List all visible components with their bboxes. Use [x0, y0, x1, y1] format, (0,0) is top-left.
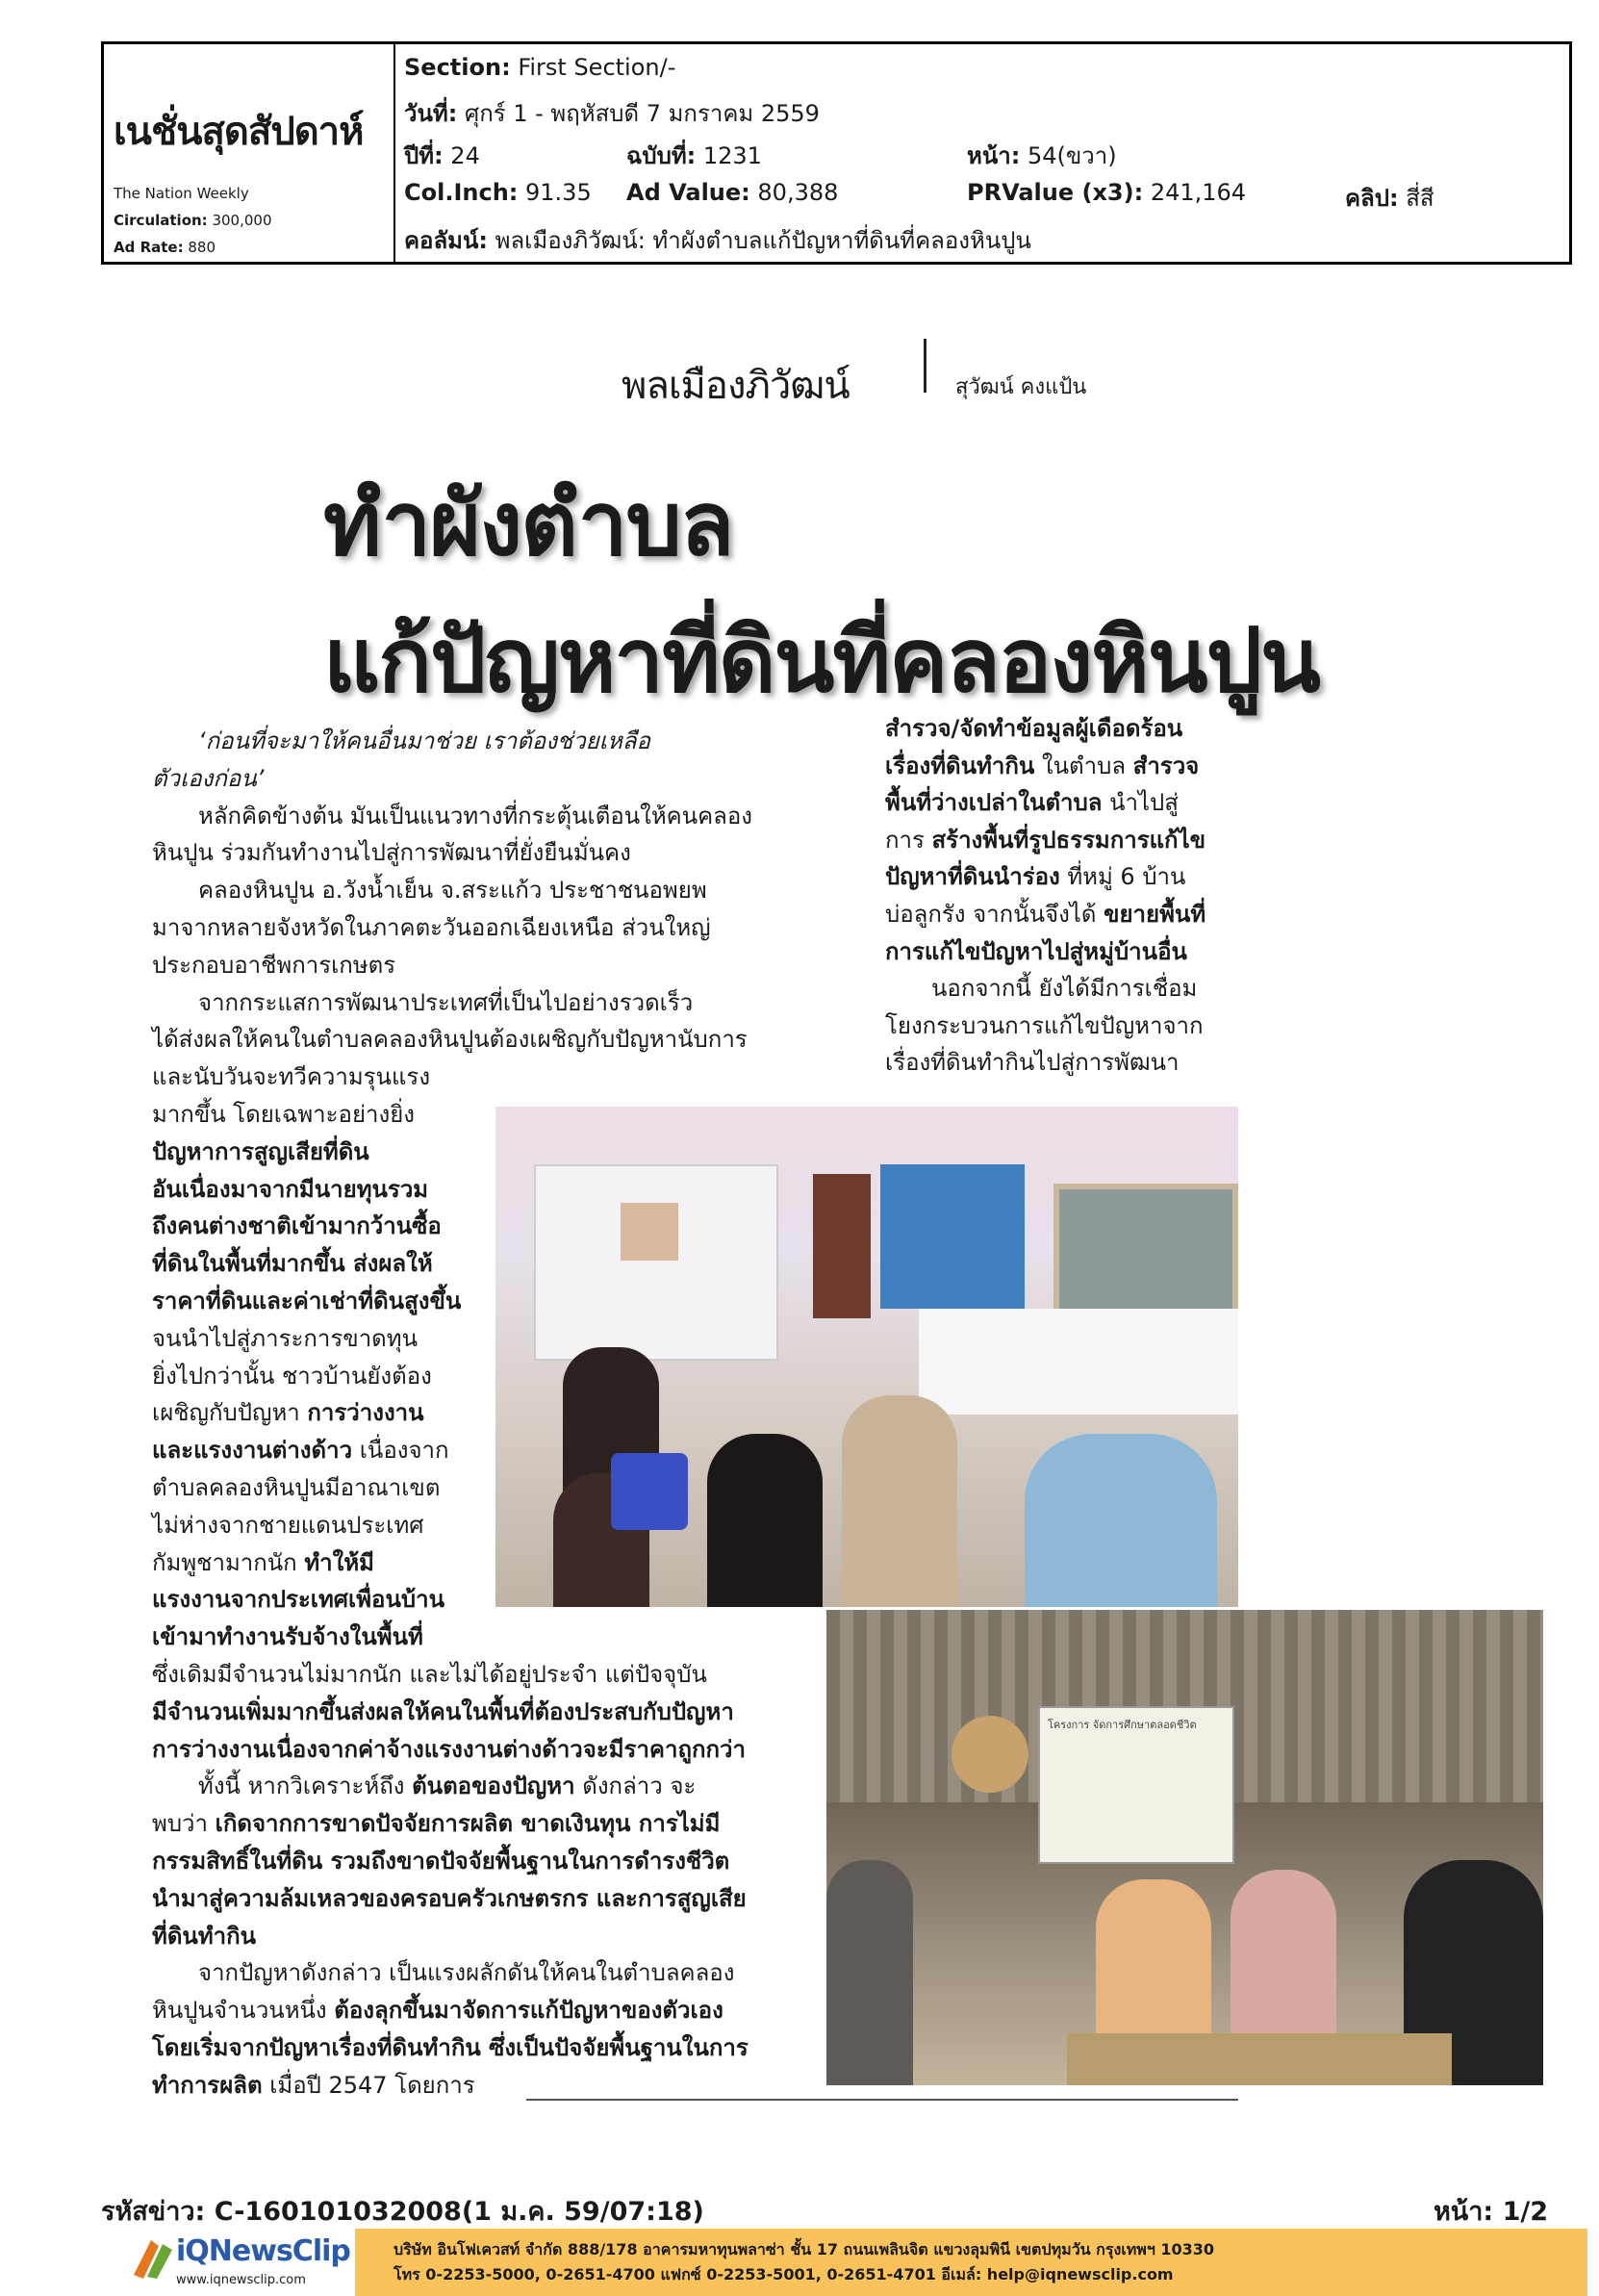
column-name: พลเมืองภิวัฒน์ [622, 364, 850, 408]
text: เมื่อปี 2547 โดยการ [262, 2071, 475, 2099]
footer-contact-bar [355, 2229, 1587, 2296]
bold-text: ทำให้มี [304, 1548, 374, 1576]
date-value: ศุกร์ 1 - พฤหัสบดี 7 มกราคม 2559 [464, 100, 820, 127]
text: จากปัญหาดังกล่าว เป็นแรงผลักดันให้คนในตำบลคลอง [198, 1959, 735, 1987]
text-line [198, 723, 650, 759]
bold-text: อันเนื่องมาจากมีนายทุนรวม [152, 1175, 429, 1203]
text-line [885, 896, 1206, 932]
person [1231, 1870, 1336, 2053]
text: กัมพูชามากนัก [152, 1548, 305, 1576]
page-value: 54(ขวา) [1027, 142, 1117, 169]
text: ไม่ห่างจากชายแดนประเทศ [152, 1511, 424, 1539]
bold-text: ต้องลุกขึ้นมาจัดการแก้ปัญหาของตัวเอง [334, 1997, 723, 2025]
col-inch-label: Col.Inch: [404, 179, 519, 206]
bold-text: การว่างงานเนื่องจากค่าจ้างแรงงานต่างด้าวจะมีราคาถูกกว่า [152, 1735, 746, 1763]
publication-name: เนชั่นสุดสัปดาห์ [114, 110, 364, 154]
section-label: Section: [404, 54, 511, 81]
projector-screen [534, 1164, 778, 1361]
circulation-label: Circulation: [114, 212, 208, 229]
photo-rule [526, 2099, 1238, 2101]
bold-text: เข้ามาทำงานรับจ้างในพื้นที่ [152, 1623, 423, 1651]
bold-text: กรรมสิทธิ์ในที่ดิน รวมถึงขาดปัจจัยพื้นฐานในการดำรงชีวิต [152, 1848, 730, 1875]
text-line [152, 1805, 720, 1842]
text: หินปูน ร่วมกันทำงานไปสู่การพัฒนาที่ยั่งยืนมั่นคง [152, 839, 631, 867]
bold-text: การว่างงาน [307, 1399, 424, 1427]
news-ref-value: C-160101032008(1 ม.ค. 59/07:18) [214, 2197, 704, 2227]
page-label: หน้า: [967, 142, 1021, 169]
text: ยิ่งไปกว่านั้น ชาวบ้านยังต้อง [152, 1362, 432, 1390]
bulletin-board [880, 1164, 1025, 1309]
bold-text: ขยายพื้นที่ [1104, 901, 1206, 928]
author: สุวัฒน์ คงแป้น [955, 375, 1087, 399]
text-line [152, 1992, 723, 2028]
text: เรื่องที่ดินทำกินไปสู่การพัฒนา [885, 1049, 1180, 1077]
year-label: ปีที่: [404, 142, 444, 169]
page-number-value: 1/2 [1502, 2197, 1549, 2227]
bold-text: ต้นตอของปัญหา [412, 1773, 575, 1800]
company-contact: โทร 0-2253-5000, 0-2651-4700 แฟกซ์ 0-2253-5001, 0-2651-4701 อีเมล์: help@iqnewsclip.com [393, 2265, 1174, 2283]
page-number [1434, 2190, 1548, 2232]
text-line [198, 798, 752, 834]
text-line [198, 872, 707, 908]
text-line [152, 947, 395, 983]
person [826, 1860, 913, 2085]
bold-text: เกิดจากการขาดปัจจัยการผลิต ขาดเงินทุน การไม่มี [215, 1810, 721, 1838]
text: ‘ก่อนที่จะมาให้คนอื่นมาช่วย เราต้องช่วยเหลือ [198, 727, 650, 754]
text: พบว่า [152, 1810, 216, 1838]
ad-rate-label: Ad Rate: [114, 239, 184, 256]
text-line [931, 970, 1197, 1007]
text: ในตำบล [1034, 752, 1133, 779]
text-line [885, 1008, 1204, 1044]
issue [626, 137, 762, 174]
text-line [152, 1544, 374, 1581]
bold-text: ที่ดินในพื้นที่มากขึ้น ส่งผลให้ [152, 1250, 433, 1278]
publication-en: The Nation Weekly [114, 185, 249, 202]
circulation-value: 300,000 [212, 212, 272, 229]
text-line [152, 1469, 440, 1506]
news-ref-label: รหัสข่าว: [101, 2197, 206, 2227]
logo-text: iQNewsClip [176, 2234, 350, 2268]
text: โยงกระบวนการแก้ไขปัญหาจาก [885, 1011, 1204, 1039]
issue-value: 1231 [702, 142, 762, 169]
text-line [152, 1843, 729, 1879]
bold-text: พื้นที่ว่างเปล่าในตำบล [885, 789, 1103, 817]
text: หินปูนจำนวนหนึ่ง [152, 1997, 335, 2025]
column-info [404, 221, 1031, 259]
bold-text: การแก้ไขปัญหาไปสู่หมู่บ้านอื่น [885, 937, 1187, 965]
text-line [885, 933, 1187, 970]
bold-text: โดยเริ่มจากปัญหาเรื่องที่ดินทำกิน ซึ่งเป็นปัจจัยพื้นฐานในการ [152, 2034, 749, 2061]
window [1053, 1184, 1238, 1320]
text: ประกอบอาชีพการเกษตร [152, 951, 396, 979]
text: เผชิญกับปัญหา [152, 1399, 308, 1427]
text: จนนำไปสู่ภาระการขาดทุน [152, 1324, 418, 1352]
mat [1067, 2033, 1452, 2085]
date [404, 94, 820, 132]
ad-value-label: Ad Value: [626, 179, 750, 206]
text: ได้ส่งผลให้คนในตำบลคลองหินปูนต้องเผชิญกับปัญหานับการ [152, 1026, 748, 1054]
text: ตัวเองก่อน’ [152, 764, 265, 792]
logo-mark-icon [130, 2236, 178, 2279]
headline-line-2: แก้ปัญหาที่ดินที่คลองหินปูน [323, 609, 1319, 712]
clip-label: คลิป: [1345, 185, 1399, 212]
text: ดังกล่าว จะ [574, 1773, 697, 1800]
pr-value-label: PRValue (x3): [967, 179, 1144, 206]
column-value: พลเมืองภิวัฒน์: ทำผังตำบลแก้ปัญหาที่ดินที่คลองหินปูน [495, 227, 1031, 254]
photo-village-gathering [826, 1610, 1543, 2085]
text-line [152, 1581, 444, 1618]
company-address: บริษัท อินโฟเควสท์ จำกัด 888/178 อาคารมหาทุนพลาซ่า ชั้น 17 ถนนเพลินจิต แขวงลุมพินี เขตปทุมวัน กรุงเทพฯ 10330 [393, 2240, 1215, 2258]
bold-text: เรื่องที่ดินทำกิน [885, 752, 1035, 779]
ad-value-value: 80,388 [757, 179, 839, 206]
bold-text: ที่ดินทำกิน [152, 1922, 257, 1950]
text-line [152, 1208, 442, 1244]
text-line [152, 1394, 424, 1431]
bold-text: มีจำนวนเพิ่มมากขึ้นส่งผลให้คนในพื้นที่ต้องประสบกับปัญหา [152, 1697, 734, 1725]
text: คลองหินปูน อ.วังน้ำเย็น จ.สระแก้ว ประชาชนอพยพ [198, 877, 707, 905]
text: มาจากหลายจังหวัดในภาคตะวันออกเฉียงเหนือ ส่วนใหญ่ [152, 914, 711, 941]
bold-text: สร้างพื้นที่รูปธรรมการแก้ไข [931, 826, 1206, 854]
person [842, 1395, 957, 1607]
date-label: วันที่: [404, 100, 458, 127]
text-line [198, 1768, 696, 1804]
page [967, 137, 1117, 174]
text-line [152, 760, 264, 797]
year [404, 137, 480, 174]
bold-text: สำรวจ [1132, 752, 1200, 779]
section [404, 54, 675, 81]
text-line [198, 1954, 734, 1991]
text-line [885, 710, 1182, 747]
sign-board [1038, 1706, 1234, 1864]
year-value: 24 [450, 142, 480, 169]
logo-url: www.iqnewsclip.com [176, 2273, 306, 2287]
text: นอกจากนี้ ยังได้มีการเชื่อม [931, 975, 1198, 1003]
text: หลักคิดข้างต้น มันเป็นแนวทางที่กระตุ้นเตือนให้คนคลอง [198, 802, 752, 829]
iqnewsclip-logo [130, 2232, 350, 2294]
news-ref [101, 2190, 704, 2232]
text: ที่หมู่ 6 บ้าน [1059, 863, 1186, 891]
circulation [114, 212, 272, 229]
text-line [152, 1171, 428, 1208]
text-line [152, 2029, 749, 2066]
col-inch [404, 179, 592, 206]
text-line [152, 1880, 747, 1917]
text: และนับวันจะทวีความรุนแรง [152, 1063, 431, 1091]
page-number-label: หน้า: [1434, 2197, 1494, 2227]
ad-rate [114, 239, 216, 256]
sign-text: โครงการ จัดการศึกษาตลอดชีวิต [1048, 1719, 1197, 1731]
text-line [152, 1283, 461, 1319]
ad-rate-value: 880 [188, 239, 216, 256]
text-line [152, 1694, 734, 1730]
text-line [885, 822, 1206, 858]
bold-text: แรงงานจากประเทศเพื่อนบ้าน [152, 1586, 444, 1614]
text: การ [885, 826, 932, 854]
text-line [152, 1731, 746, 1768]
text-line [152, 1320, 418, 1357]
column-label: คอลัมน์: [404, 227, 488, 254]
person [707, 1434, 823, 1607]
col-inch-value: 91.35 [525, 179, 592, 206]
text-line [152, 1656, 707, 1693]
text-line [885, 858, 1185, 895]
text: ซึ่งเดิมมีจำนวนไม่มากนัก และไม่ได้อยู่ประจำ แต่ปัจจุบัน [152, 1661, 707, 1688]
text-line [152, 1096, 415, 1133]
bold-text: ปัญหาการสูญเสียที่ดิน [152, 1137, 369, 1165]
bold-text: ปัญหาที่ดินนำร่อง [885, 863, 1060, 891]
text-line [152, 1358, 432, 1394]
section-value: First Section/- [518, 54, 676, 81]
photo-meeting-room [495, 1107, 1238, 1607]
basket [952, 1716, 1028, 1793]
text-line [152, 1619, 423, 1655]
text-line [152, 1021, 748, 1058]
text: นำไปสู่ [1102, 789, 1179, 817]
table [919, 1309, 1238, 1415]
text-line [885, 1044, 1180, 1081]
text: บ่อลูกรัง จากนั้นจึงได้ [885, 901, 1104, 928]
text-line [152, 834, 631, 871]
issue-label: ฉบับที่: [626, 142, 697, 169]
text: ตำบลคลองหินปูนมีอาณาเขต [152, 1474, 441, 1501]
bold-text: ถึงคนต่างชาติเข้ามากว้านซื้อ [152, 1212, 442, 1240]
text-line [198, 984, 693, 1021]
text-line [152, 1918, 256, 1954]
text-line [152, 1507, 424, 1543]
bold-text: ทำการผลิต [152, 2071, 263, 2099]
projected-image [621, 1203, 678, 1261]
text-line [152, 1059, 430, 1095]
ad-value [626, 179, 838, 206]
person [1025, 1434, 1217, 1607]
door [813, 1174, 871, 1318]
divider [393, 44, 395, 262]
bold-text: ราคาที่ดินและค่าเช่าที่ดินสูงขึ้น [152, 1288, 462, 1314]
text-line [885, 784, 1179, 821]
text-line [885, 748, 1199, 784]
clip-value: สี่สี [1406, 185, 1434, 212]
byline-divider [924, 339, 926, 393]
text-line [152, 909, 711, 946]
text-line [152, 1432, 449, 1468]
text: เนื่องจาก [352, 1437, 449, 1465]
headline-line-1: ทำผังตำบล [323, 472, 733, 575]
pr-value [967, 179, 1246, 206]
text-line [152, 1245, 433, 1282]
bold-text: นำมาสู่ความล้มเหลวของครอบครัวเกษตรกร และการสูญเสีย [152, 1884, 747, 1912]
clip-info-box [101, 41, 1572, 265]
text: จากกระแสการพัฒนาประเทศที่เป็นไปอย่างรวดเร็ว [198, 988, 694, 1016]
text: มากขึ้น โดยเฉพาะอย่างยิ่ง [152, 1101, 415, 1128]
bold-text: และแรงงานต่างด้าว [152, 1437, 353, 1465]
chair [611, 1453, 688, 1530]
text: ทั้งนี้ หากวิเคราะห์ถึง [198, 1773, 413, 1800]
clip-type [1345, 179, 1434, 217]
text-line [152, 1134, 369, 1170]
pr-value-value: 241,164 [1150, 179, 1247, 206]
bold-text: สำรวจ/จัดทำข้อมูลผู้เดือดร้อน [885, 715, 1183, 742]
text-line [152, 2067, 475, 2104]
